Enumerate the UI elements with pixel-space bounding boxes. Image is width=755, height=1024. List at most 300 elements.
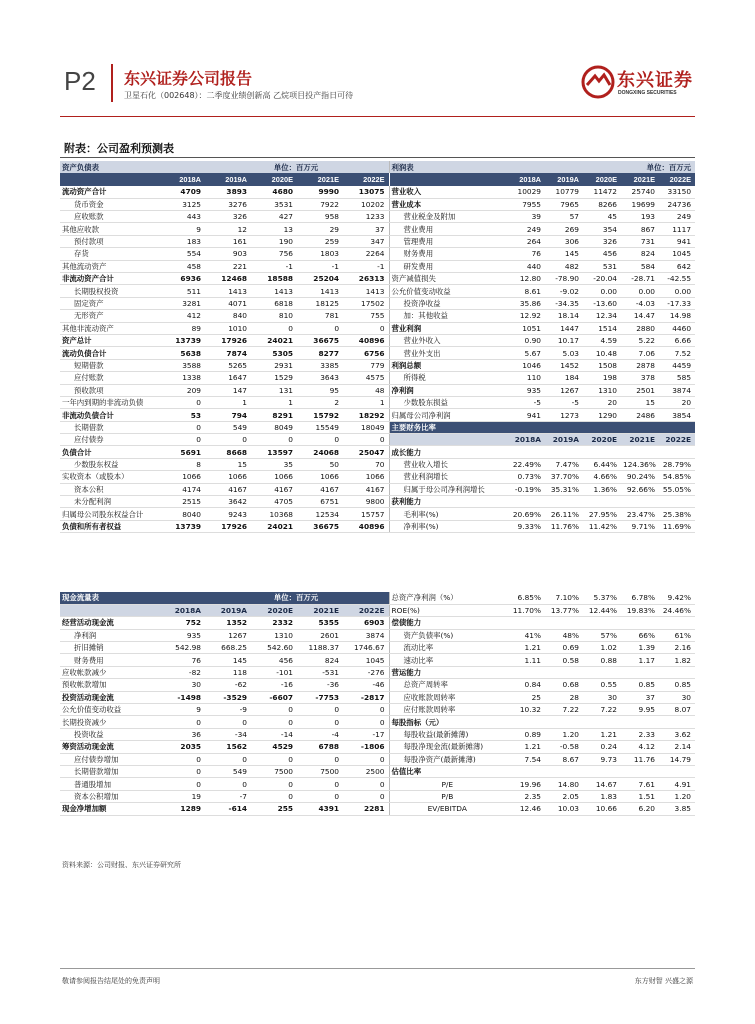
value-cell: 584 <box>621 260 659 272</box>
table-cell <box>389 434 507 446</box>
value-cell: 0.85 <box>659 679 695 691</box>
value-cell: 958 <box>297 211 343 223</box>
value-cell: 15 <box>205 458 251 470</box>
value-cell: 190 <box>251 235 297 247</box>
section-title: 现金流量表 <box>60 592 159 604</box>
value-cell: 1267 <box>545 384 583 396</box>
table-row <box>60 458 695 470</box>
value-cell: 7965 <box>545 198 583 210</box>
value-cell: 18125 <box>297 297 343 309</box>
value-cell: 50 <box>297 458 343 470</box>
value-cell: 30 <box>659 691 695 703</box>
year-header: 2020E <box>251 173 297 185</box>
value-cell: 941 <box>659 235 695 247</box>
value-cell <box>583 446 621 458</box>
balance-income-table <box>60 161 695 533</box>
value-cell: 1413 <box>251 285 297 297</box>
value-cell: -20.04 <box>583 273 621 285</box>
table-row <box>60 248 695 260</box>
value-cell: 76 <box>507 248 545 260</box>
row-label: 应收帐款减少 <box>60 666 159 678</box>
value-cell: 1.82 <box>659 654 695 666</box>
value-cell: 11.76 <box>621 753 659 765</box>
value-cell: 40896 <box>343 334 389 346</box>
value-cell: 6936 <box>159 273 205 285</box>
row-label: 现金净增加额 <box>60 803 159 815</box>
value-cell: 4.59 <box>583 334 621 346</box>
value-cell: 1.21 <box>583 728 621 740</box>
value-cell: 6.20 <box>621 803 659 815</box>
value-cell: 354 <box>583 223 621 235</box>
value-cell: 6903 <box>343 617 389 629</box>
value-cell <box>621 716 659 728</box>
value-cell: 482 <box>545 260 583 272</box>
value-cell: 0 <box>159 421 205 433</box>
value-cell: -276 <box>343 666 389 678</box>
value-cell: 1289 <box>159 803 205 815</box>
value-cell: 326 <box>205 211 251 223</box>
value-cell: -1806 <box>343 741 389 753</box>
value-cell: 0.00 <box>621 285 659 297</box>
value-cell: -78.90 <box>545 273 583 285</box>
value-cell: 24021 <box>251 520 297 532</box>
value-cell: 7.10% <box>545 592 583 604</box>
value-cell: 0 <box>205 434 251 446</box>
table-row <box>60 666 695 678</box>
value-cell: 378 <box>621 372 659 384</box>
row-label: 净利润 <box>389 384 507 396</box>
value-cell: -1 <box>297 260 343 272</box>
table-cell <box>583 161 621 173</box>
row-label: 一年内到期的非流动负债 <box>60 396 159 408</box>
value-cell: 1 <box>251 396 297 408</box>
value-cell: 1.39 <box>621 642 659 654</box>
value-cell: 456 <box>251 654 297 666</box>
value-cell <box>621 496 659 508</box>
table-row <box>60 716 695 728</box>
value-cell: 198 <box>583 372 621 384</box>
value-cell: 7874 <box>205 347 251 359</box>
value-cell: 9.42% <box>659 592 695 604</box>
row-label: 资产负债率(%) <box>389 629 507 641</box>
row-label: 每股指标（元） <box>389 716 507 728</box>
value-cell: 0.69 <box>545 642 583 654</box>
value-cell: 4174 <box>159 483 205 495</box>
row-label: 归属母公司股东权益合计 <box>60 508 159 520</box>
value-cell: 1066 <box>205 471 251 483</box>
value-cell: 24736 <box>659 198 695 210</box>
value-cell: 8.67 <box>545 753 583 765</box>
value-cell: 1273 <box>545 409 583 421</box>
table-row <box>60 186 695 198</box>
value-cell: 11472 <box>583 186 621 198</box>
value-cell: 13075 <box>343 186 389 198</box>
row-label: P/E <box>389 778 507 790</box>
value-cell: 3588 <box>159 359 205 371</box>
value-cell: 0.90 <box>507 334 545 346</box>
footer-rule <box>60 968 695 969</box>
row-label: 负债合计 <box>60 446 159 458</box>
value-cell: 642 <box>659 260 695 272</box>
value-cell: 8668 <box>205 446 251 458</box>
value-cell: 28 <box>545 691 583 703</box>
table-row <box>60 778 695 790</box>
value-cell: 6.78% <box>621 592 659 604</box>
table-row <box>60 728 695 740</box>
value-cell: 269 <box>545 223 583 235</box>
value-cell: 27.95% <box>583 508 621 520</box>
value-cell: 12534 <box>297 508 343 520</box>
value-cell: 90.24% <box>621 471 659 483</box>
value-cell: 7500 <box>297 765 343 777</box>
value-cell: 8.07 <box>659 704 695 716</box>
value-cell: 61% <box>659 629 695 641</box>
value-cell: 2.33 <box>621 728 659 740</box>
row-label: 财务费用 <box>60 654 159 666</box>
value-cell: 0 <box>297 716 343 728</box>
value-cell: 19699 <box>621 198 659 210</box>
table-row <box>60 434 695 446</box>
row-label: 筹资活动现金流 <box>60 741 159 753</box>
value-cell: 13739 <box>159 520 205 532</box>
value-cell: 53 <box>159 409 205 421</box>
value-cell: 4167 <box>297 483 343 495</box>
value-cell: 9800 <box>343 496 389 508</box>
year-header: 2018A <box>159 173 205 185</box>
value-cell: 18.14 <box>545 310 583 322</box>
row-label: 非流动负债合计 <box>60 409 159 421</box>
table-row <box>60 508 695 520</box>
value-cell: 458 <box>159 260 205 272</box>
year-header: 2021E <box>297 173 343 185</box>
value-cell: 184 <box>545 372 583 384</box>
value-cell: 0 <box>159 753 205 765</box>
value-cell: -17.33 <box>659 297 695 309</box>
value-cell: 15757 <box>343 508 389 520</box>
value-cell: 4.12 <box>621 741 659 753</box>
value-cell: 542.98 <box>159 642 205 654</box>
value-cell <box>545 765 583 777</box>
row-label: 营业收入增长 <box>389 458 507 470</box>
table-row <box>60 803 695 815</box>
row-label: 少数股东损益 <box>389 396 507 408</box>
value-cell <box>583 496 621 508</box>
table-row <box>60 471 695 483</box>
value-cell: 12.34 <box>583 310 621 322</box>
value-cell: -1 <box>343 260 389 272</box>
value-cell <box>659 496 695 508</box>
value-cell: 0.00 <box>659 285 695 297</box>
value-cell: 12.80 <box>507 273 545 285</box>
value-cell: 824 <box>297 654 343 666</box>
value-cell: 6756 <box>343 347 389 359</box>
row-label: 营运能力 <box>389 666 507 678</box>
logo-emblem-icon <box>581 65 615 99</box>
value-cell: 12.46 <box>507 803 545 815</box>
value-cell: 2880 <box>621 322 659 334</box>
table-row <box>60 347 695 359</box>
value-cell: 8.61 <box>507 285 545 297</box>
value-cell: 306 <box>545 235 583 247</box>
value-cell: 92.66% <box>621 483 659 495</box>
row-label: 研发费用 <box>389 260 507 272</box>
year-header: 2020E <box>251 604 297 616</box>
value-cell: 1066 <box>297 471 343 483</box>
row-label: 营业收入 <box>389 186 507 198</box>
section-header <box>60 161 695 173</box>
value-cell <box>659 765 695 777</box>
value-cell: 941 <box>507 409 545 421</box>
value-cell: 2.14 <box>659 741 695 753</box>
value-cell: 9.73 <box>583 753 621 765</box>
table-row <box>60 223 695 235</box>
row-label: 长期借款 <box>60 421 159 433</box>
table-row <box>60 198 695 210</box>
value-cell: 29 <box>297 223 343 235</box>
table-cell <box>159 592 205 604</box>
value-cell: 5.67 <box>507 347 545 359</box>
value-cell: 1010 <box>205 322 251 334</box>
value-cell: 2264 <box>343 248 389 260</box>
row-label: 速动比率 <box>389 654 507 666</box>
value-cell <box>507 716 545 728</box>
value-cell: -16 <box>251 679 297 691</box>
year-row <box>60 604 695 616</box>
row-label: 归属于母公司净利润增长 <box>389 483 507 495</box>
row-label: 营业利润 <box>389 322 507 334</box>
value-cell: 28.79% <box>659 458 695 470</box>
row-label: 实收资本（或股本） <box>60 471 159 483</box>
row-label: 长期投资减少 <box>60 716 159 728</box>
value-cell: 4460 <box>659 322 695 334</box>
value-cell: 13597 <box>251 446 297 458</box>
value-cell: 147 <box>205 384 251 396</box>
value-cell: 5.37% <box>583 592 621 604</box>
row-label: 营业税金及附加 <box>389 211 507 223</box>
value-cell: -3529 <box>205 691 251 703</box>
value-cell: 15792 <box>297 409 343 421</box>
value-cell: 12 <box>205 223 251 235</box>
value-cell: 12468 <box>205 273 251 285</box>
value-cell: 0 <box>343 790 389 802</box>
table-cell <box>60 173 159 185</box>
value-cell: 57 <box>545 211 583 223</box>
value-cell: 1647 <box>205 372 251 384</box>
value-cell: 26313 <box>343 273 389 285</box>
value-cell: 24068 <box>297 446 343 458</box>
value-cell <box>545 716 583 728</box>
value-cell: 0 <box>251 716 297 728</box>
row-label: 应付债券增加 <box>60 753 159 765</box>
value-cell: 66% <box>621 629 659 641</box>
value-cell: 2515 <box>159 496 205 508</box>
value-cell: 752 <box>159 617 205 629</box>
value-cell: 41% <box>507 629 545 641</box>
value-cell: 1338 <box>159 372 205 384</box>
value-cell: 55.05% <box>659 483 695 495</box>
value-cell: 1267 <box>205 629 251 641</box>
value-cell: 0 <box>297 704 343 716</box>
value-cell: 131 <box>251 384 297 396</box>
table-row <box>60 765 695 777</box>
value-cell: 7.22 <box>583 704 621 716</box>
value-cell: 3642 <box>205 496 251 508</box>
value-cell: 2486 <box>621 409 659 421</box>
value-cell: 755 <box>343 310 389 322</box>
row-label: 营业利润增长 <box>389 471 507 483</box>
value-cell: 0 <box>297 753 343 765</box>
value-cell: -614 <box>205 803 251 815</box>
row-label: 经营活动现金流 <box>60 617 159 629</box>
value-cell: 1046 <box>507 359 545 371</box>
row-label: 营业费用 <box>389 223 507 235</box>
row-label: 无形资产 <box>60 310 159 322</box>
row-label: 应收账款 <box>60 211 159 223</box>
year-header: 2022E <box>343 173 389 185</box>
value-cell: 4529 <box>251 741 297 753</box>
table-row <box>60 211 695 223</box>
value-cell: 10029 <box>507 186 545 198</box>
value-cell: 13739 <box>159 334 205 346</box>
value-cell: 9 <box>159 223 205 235</box>
value-cell: 542.60 <box>251 642 297 654</box>
value-cell: 22.49% <box>507 458 545 470</box>
value-cell: 2931 <box>251 359 297 371</box>
value-cell: 2.16 <box>659 642 695 654</box>
value-cell: 161 <box>205 235 251 247</box>
table-row <box>60 310 695 322</box>
value-cell: 935 <box>507 384 545 396</box>
value-cell: 8 <box>159 458 205 470</box>
value-cell: 145 <box>205 654 251 666</box>
value-cell: 2601 <box>297 629 343 641</box>
value-cell: 26.11% <box>545 508 583 520</box>
value-cell: 1117 <box>659 223 695 235</box>
value-cell: 183 <box>159 235 205 247</box>
table-row <box>60 359 695 371</box>
value-cell: 0 <box>159 778 205 790</box>
value-cell: 36 <box>159 728 205 740</box>
value-cell: 24021 <box>251 334 297 346</box>
row-label: 公允价值变动收益 <box>389 285 507 297</box>
value-cell: 7.61 <box>621 778 659 790</box>
section-title: 主要财务比率 <box>389 421 695 433</box>
value-cell: 36675 <box>297 334 343 346</box>
value-cell: 0 <box>159 396 205 408</box>
value-cell: 1.11 <box>507 654 545 666</box>
value-cell: 0 <box>159 765 205 777</box>
value-cell: 37.70% <box>545 471 583 483</box>
table-row <box>60 334 695 346</box>
value-cell: 8049 <box>251 421 297 433</box>
value-cell: 443 <box>159 211 205 223</box>
value-cell: 33150 <box>659 186 695 198</box>
row-label: 净利润 <box>60 629 159 641</box>
value-cell: 18588 <box>251 273 297 285</box>
value-cell <box>507 666 545 678</box>
value-cell: 0 <box>343 716 389 728</box>
value-cell: 4.66% <box>583 471 621 483</box>
value-cell: 1413 <box>343 285 389 297</box>
value-cell: 5.03 <box>545 347 583 359</box>
table-row <box>60 520 695 532</box>
row-label: 短期借款 <box>60 359 159 371</box>
value-cell: 2332 <box>251 617 297 629</box>
value-cell: 824 <box>621 248 659 260</box>
value-cell: -101 <box>251 666 297 678</box>
value-cell: 779 <box>343 359 389 371</box>
row-label: 普通股增加 <box>60 778 159 790</box>
value-cell: 259 <box>297 235 343 247</box>
table-row <box>60 790 695 802</box>
value-cell: -5 <box>507 396 545 408</box>
value-cell: 5.22 <box>621 334 659 346</box>
row-label: 加：其他收益 <box>389 310 507 322</box>
logo-text: 东兴证券 <box>617 70 693 91</box>
value-cell: 0 <box>297 778 343 790</box>
value-cell: -82 <box>159 666 205 678</box>
value-cell: 18049 <box>343 421 389 433</box>
value-cell: 0.58 <box>545 654 583 666</box>
value-cell: 0 <box>205 753 251 765</box>
appendix-title: 附表：公司盈利预测表 <box>64 142 174 155</box>
value-cell: 0.88 <box>583 654 621 666</box>
footer-slogan: 东方财智 兴盛之源 <box>634 977 693 985</box>
value-cell: 1529 <box>251 372 297 384</box>
value-cell: 0 <box>297 322 343 334</box>
table-row <box>60 741 695 753</box>
value-cell: 1508 <box>583 359 621 371</box>
value-cell: 1746.67 <box>343 642 389 654</box>
value-cell: 0 <box>251 778 297 790</box>
row-label: 预付款项 <box>60 235 159 247</box>
row-label: 获利能力 <box>389 496 507 508</box>
value-cell: 35.86 <box>507 297 545 309</box>
value-cell: 0 <box>343 753 389 765</box>
row-label: 存货 <box>60 248 159 260</box>
value-cell: -2817 <box>343 691 389 703</box>
value-cell: 554 <box>159 248 205 260</box>
value-cell: 25047 <box>343 446 389 458</box>
row-label: 投资净收益 <box>389 297 507 309</box>
value-cell: 0.24 <box>583 741 621 753</box>
value-cell: 3.62 <box>659 728 695 740</box>
value-cell: -5 <box>545 396 583 408</box>
value-cell: 36675 <box>297 520 343 532</box>
row-label: P/B <box>389 790 507 802</box>
value-cell: 4575 <box>343 372 389 384</box>
row-label: 总资产净利润（%） <box>389 592 507 604</box>
value-cell: 0 <box>343 778 389 790</box>
row-label: 资本公积增加 <box>60 790 159 802</box>
value-cell: 1452 <box>545 359 583 371</box>
value-cell: 1310 <box>583 384 621 396</box>
value-cell: 20 <box>583 396 621 408</box>
value-cell: 0 <box>205 716 251 728</box>
value-cell: 14.79 <box>659 753 695 765</box>
value-cell: -1498 <box>159 691 205 703</box>
value-cell <box>545 446 583 458</box>
value-cell: 347 <box>343 235 389 247</box>
table-row <box>60 421 695 433</box>
value-cell: 11.69% <box>659 520 695 532</box>
value-cell: -6607 <box>251 691 297 703</box>
row-label: 应收账款周转率 <box>389 691 507 703</box>
value-cell: 6.66 <box>659 334 695 346</box>
value-cell: 3385 <box>297 359 343 371</box>
value-cell: 1413 <box>205 285 251 297</box>
row-label: EV/EBITDA <box>389 803 507 815</box>
